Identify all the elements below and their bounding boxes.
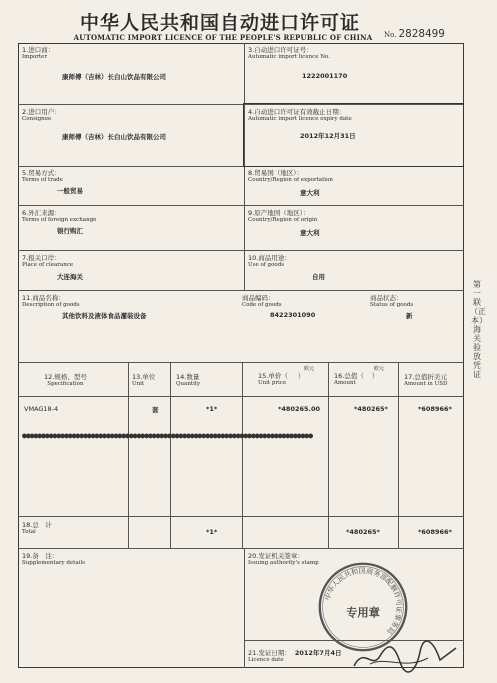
side-note: 第一联（正本）海关验放凭证 — [470, 280, 486, 379]
field-clearance-place: 7.报关口岸： Place of clearance — [22, 254, 74, 268]
row-amount-usd: *608966* — [418, 405, 452, 413]
header-specification: 12.规格、型号 Specification — [44, 373, 87, 387]
serial-prefix: No. — [384, 31, 397, 39]
row-specification: VMAG18-4 — [24, 405, 59, 413]
field-importer: 1.进口商： Importer — [22, 46, 55, 60]
use-of-goods-value: 自用 — [312, 273, 325, 281]
serial-value: 2828499 — [398, 27, 445, 40]
field-origin-country: 9.原产地国（地区）： Country/Region of origin — [248, 209, 318, 223]
row-quantity: *1* — [206, 405, 218, 413]
field-remarks: 19.备 注： Supplementary details — [22, 552, 85, 566]
serial-number — [384, 27, 445, 40]
licence-subtitle: AUTOMATIC IMPORT LICENCE OF THE PEOPLE'S REPUBLIC OF CHINA — [73, 33, 373, 42]
description-value: 其他饮料及液体食品灌装设备 — [62, 312, 147, 320]
header-amount: 欧元 16.总值（ ） Amount — [334, 366, 385, 386]
row-unit: 套 — [152, 406, 159, 414]
header-amount-usd: 17.总值折美元 Amount in USD — [404, 373, 448, 387]
svg-text:专用章: 专用章 — [346, 606, 380, 620]
total-amount: *480265* — [346, 528, 380, 536]
header-quantity: 14.数量 Quantity — [176, 373, 201, 387]
field-issue-date: 21.发证日期： 2012年7月4日 Licence date — [248, 649, 342, 663]
field-export-country: 8.贸易国（地区）： Country/Region of exportation — [248, 169, 333, 183]
row-amount: *480265* — [354, 405, 388, 413]
field-authority: 20.发证机关签章： Issuing authority's stamp — [248, 552, 319, 566]
field-description: 11.商品名称： Description of goods — [22, 294, 80, 308]
total-label: 18.总 计 Total — [22, 521, 52, 535]
field-forex-terms: 6.外汇来源： Terms of foreign exchange — [22, 209, 97, 223]
svg-text:中华人民共和国商务部配额许可证事务局: 中华人民共和国商务部配额许可证事务局 — [322, 566, 404, 637]
importer-value: 康师傅（吉林）长白山饮品有限公司 — [62, 73, 166, 81]
total-quantity: *1* — [206, 528, 218, 536]
issue-date-value: 2012年7月4日 — [294, 649, 342, 657]
field-consignee: 2.进口用户： Consignee — [22, 108, 61, 122]
dotted-separator: ●●●●●●●●●●●●●●●●●●●●●●●●●●●●●●●●●●●●●●●●●●●●●●●●●●●●●●●●●●●●●●●●●●●●●●●●●●●● — [22, 431, 313, 440]
licence-title: 中华人民共和国自动进口许可证 — [79, 12, 360, 34]
trade-terms-value: 一般贸易 — [57, 187, 83, 195]
field-expiry: 4.自动进口许可证有效截止日期： Automatic import licence expiry date — [248, 108, 352, 122]
goods-code-value: 8422301090 — [270, 311, 316, 319]
licence-no-value: 1222001170 — [302, 72, 348, 80]
total-amount-usd: *608966* — [418, 528, 452, 536]
field-licence-no: 3.自动进口许可证号： Automatic import licence No. — [248, 46, 330, 60]
row-unit-price: *480265.00 — [278, 405, 321, 413]
consignee-value: 康师傅（吉林）长白山饮品有限公司 — [62, 133, 166, 141]
clearance-place-value: 大连海关 — [57, 273, 83, 281]
field-goods-status: 商品状态： Status of goods — [370, 294, 414, 308]
field-use-of-goods: 10.商品用途： Use of goods — [248, 254, 291, 268]
field-trade-terms: 5.贸易方式： Terms of trade — [22, 169, 63, 183]
export-country-value: 意大利 — [300, 189, 320, 197]
expiry-value: 2012年12月31日 — [300, 132, 356, 140]
signature-icon — [350, 636, 460, 676]
forex-terms-value: 银行购汇 — [57, 227, 83, 235]
field-goods-code: 商品编码： Code of goods — [242, 294, 282, 308]
header-unit-price: 欧元 15.单价（ ） Unit price — [258, 366, 315, 386]
goods-status-value: 新 — [406, 312, 413, 320]
origin-country-value: 意大利 — [300, 229, 320, 237]
header-unit: 13.单位 Unit — [132, 373, 156, 387]
